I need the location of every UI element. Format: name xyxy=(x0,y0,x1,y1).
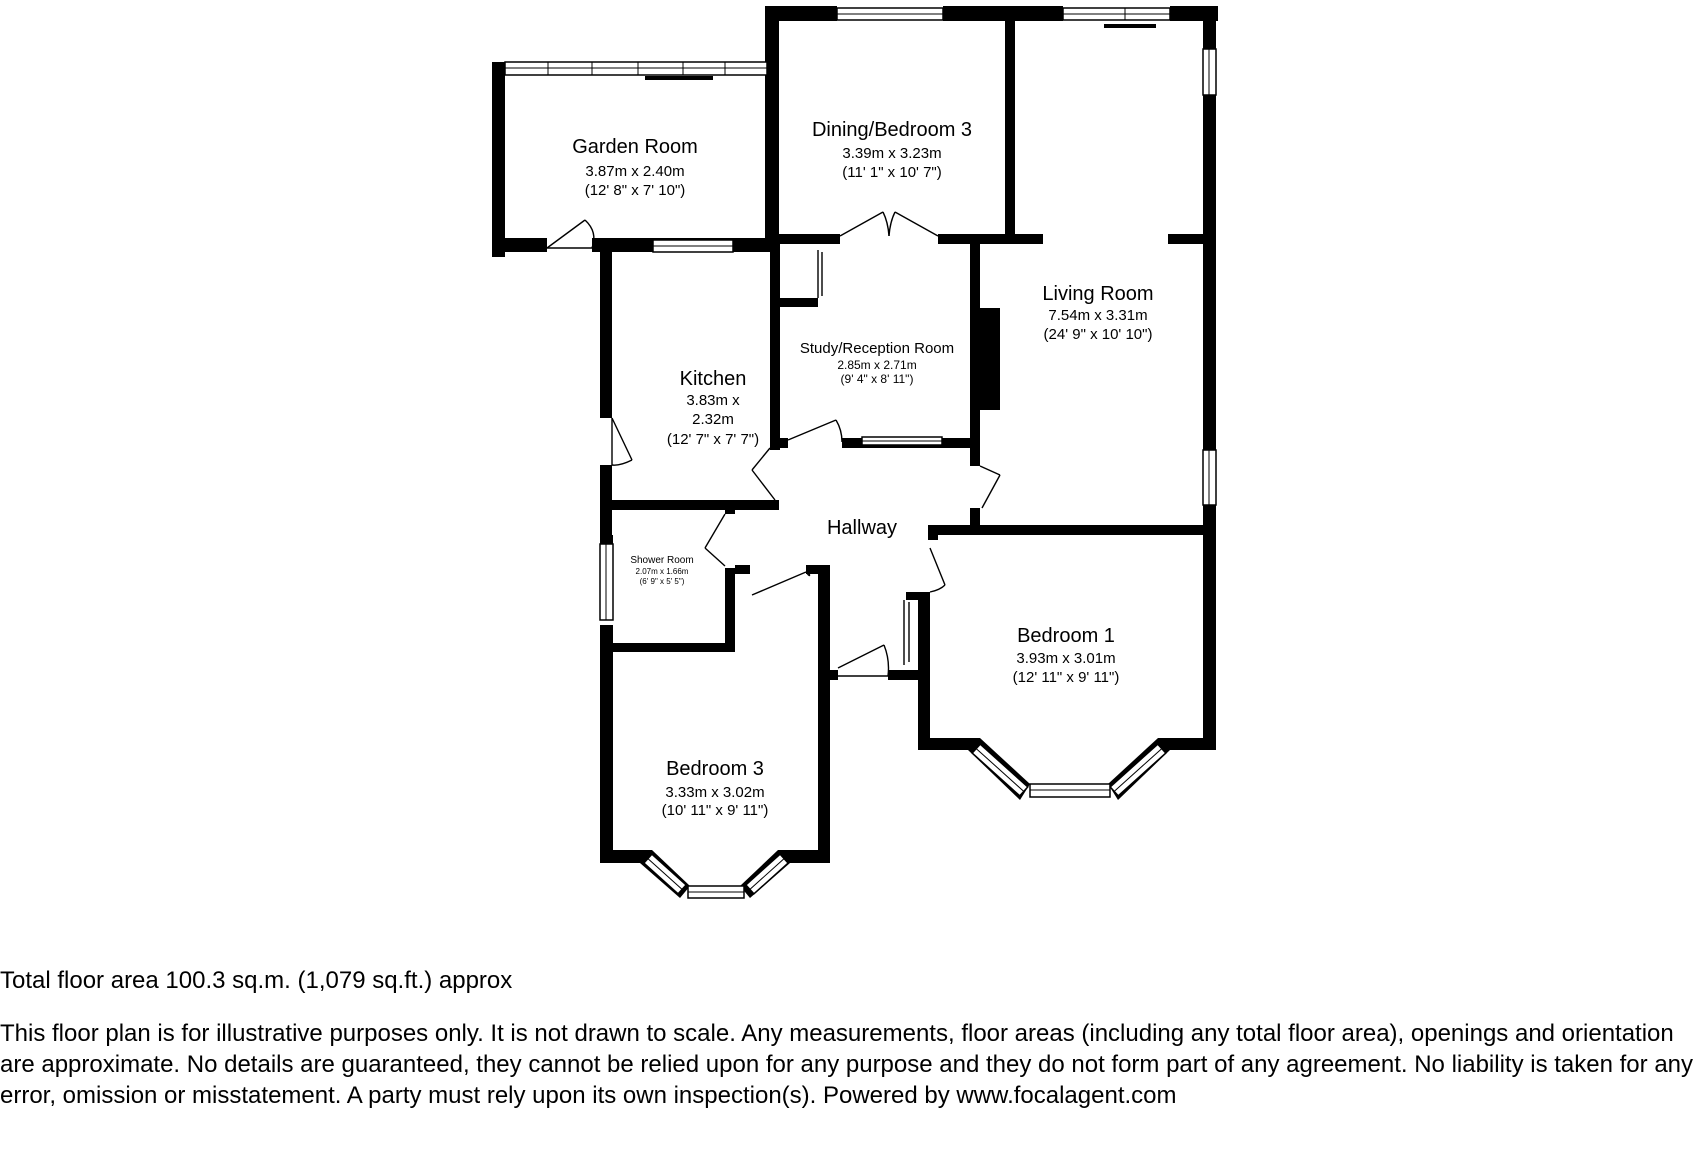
wall-dining-south-right xyxy=(938,234,1043,244)
window-living-north xyxy=(1063,8,1170,20)
room-imperial-bedroom3: (10' 11" x 9' 11") xyxy=(661,802,769,819)
wall-shower-south xyxy=(612,643,735,652)
room-name-bedroom1: Bedroom 1 xyxy=(1017,625,1115,647)
room-metric-bedroom3: 3.33m x 3.02m xyxy=(665,784,765,801)
wall-study-south-left xyxy=(770,438,788,448)
room-label-bedroom1 xyxy=(1013,625,1120,686)
door-study-hall xyxy=(788,420,842,442)
room-name-hallway: Hallway xyxy=(826,517,898,539)
window-living-east-top xyxy=(1203,49,1216,95)
wall-bed1-east xyxy=(1203,525,1216,750)
wall-study-cupboard xyxy=(780,298,818,307)
wall-living-east-top xyxy=(1203,6,1216,49)
room-imperial-shower-room: (6' 9" x 5' 5") xyxy=(639,577,685,586)
room-label-study xyxy=(800,340,954,386)
sliding-door-garden xyxy=(645,76,713,80)
wall-bed1-west-small xyxy=(906,592,924,600)
room-metric-dining-bedroom3: 3.39m x 3.23m xyxy=(842,145,942,162)
wall-living-east-mid xyxy=(1203,95,1216,450)
total-floor-area: Total floor area 100.3 sq.m. (1,079 sq.ft.) approx xyxy=(0,967,513,994)
wall-bed1-north-stub xyxy=(928,530,938,540)
window-shower-west xyxy=(600,544,613,620)
wall-living-stub xyxy=(1168,234,1216,244)
room-name-living-room: Living Room xyxy=(1042,283,1154,305)
door-front xyxy=(838,645,889,676)
room-name-bedroom3: Bedroom 3 xyxy=(666,758,764,780)
window-bed1-bay-right xyxy=(1110,744,1166,796)
wall-dining-east xyxy=(1005,20,1015,242)
disclaimer-text: This floor plan is for illustrative purposes only. It is not drawn to scale. Any measurements, floor areas (including any total floor area), openings and orientation are approximate. No details are guaranteed, they cannot be relied upon for any purpose and they do not form part of any agreement. No liability is taken for any error, omission or misstatement. A party must rely upon its own inspection(s). Powered by www.focalagent.com xyxy=(0,1020,1694,1109)
wall-dining-north-left xyxy=(765,6,837,21)
door-shower xyxy=(705,514,725,566)
window-study-south xyxy=(862,437,942,445)
wall-kitchen-stub xyxy=(725,506,735,514)
wall-dining-west xyxy=(765,6,779,244)
window-kitchen-north xyxy=(653,240,733,252)
room-name-dining-bedroom3: Dining/Bedroom 3 xyxy=(811,119,973,141)
room-imperial-bedroom1: (12' 11" x 9' 11") xyxy=(1012,669,1120,686)
window-bed3-bay-right xyxy=(746,854,788,894)
wall-bed3-north-stub xyxy=(735,565,750,574)
window-dining-north xyxy=(837,8,943,20)
wall-garden-west xyxy=(492,62,505,257)
door-garden xyxy=(547,220,594,248)
room-metric-study: 2.85m x 2.71m xyxy=(837,358,917,372)
window-living-east-low xyxy=(1203,450,1216,505)
wall-garden-south-left xyxy=(492,238,547,252)
room-imperial-study: (9' 4" x 8' 11") xyxy=(840,372,914,386)
room-label-garden-room xyxy=(572,136,698,199)
wall-bed3-north-right xyxy=(806,565,818,574)
wall-study-west xyxy=(770,244,780,450)
room-metric-living-room: 7.54m x 3.31m xyxy=(1048,307,1148,324)
wall-hall-east-stub xyxy=(970,508,980,528)
door-study-cupboard xyxy=(818,250,822,298)
room-metric-garden-room: 3.87m x 2.40m xyxy=(585,163,685,180)
sliding-door-living xyxy=(1104,24,1156,28)
room-label-bedroom3 xyxy=(662,758,769,819)
room-imperial-dining-bedroom3: (11' 1" x 10' 7") xyxy=(842,164,942,181)
door-bed1 xyxy=(930,548,945,592)
door-dining-double xyxy=(840,212,938,236)
window-bed3-bay-left xyxy=(644,854,686,894)
room-name-shower-room: Shower Room xyxy=(630,555,694,566)
chimney-breast xyxy=(980,308,1000,410)
room-name-kitchen: Kitchen xyxy=(679,368,747,390)
wall-dining-south-left xyxy=(765,234,840,244)
window-garden-north xyxy=(505,62,767,75)
window-bed1-bay-left xyxy=(972,744,1028,796)
room-imperial-kitchen: (12' 7" x 7' 7") xyxy=(666,431,760,448)
wall-west-bed3 xyxy=(600,625,613,863)
door-kitchen-west xyxy=(612,418,632,465)
room-imperial-garden-room: (12' 8" x 7' 10") xyxy=(584,182,686,199)
door-hall-cupboard xyxy=(904,600,909,665)
door-living-hall xyxy=(980,466,1000,508)
wall-bed1-west xyxy=(918,592,930,750)
room-metric-bedroom1: 3.93m x 3.01m xyxy=(1016,650,1116,667)
wall-study-east xyxy=(970,244,980,466)
room-imperial-living-room: (24' 9" x 10' 10") xyxy=(1043,326,1153,343)
room-name-garden-room: Garden Room xyxy=(572,136,698,158)
room-label-shower-room xyxy=(630,555,693,586)
door-bed3 xyxy=(752,570,810,595)
wall-dining-north-mid xyxy=(943,6,1063,21)
wall-kitchen-south xyxy=(612,500,779,510)
room-label-hallway xyxy=(827,517,897,539)
window-bed1-bay-front xyxy=(1030,784,1110,797)
room-metric-shower-room: 2.07m x 1.66m xyxy=(635,567,689,576)
wall-hall-south xyxy=(826,670,838,680)
window-bed3-bay-front xyxy=(688,886,744,898)
room-label-dining-bedroom3 xyxy=(812,119,972,181)
room-name-study: Study/Reception Room xyxy=(799,340,955,357)
wall-shower-east xyxy=(725,568,735,650)
door-kitchen-hall xyxy=(752,448,775,500)
wall-bed3-east xyxy=(818,565,830,863)
room-metric-kitchen-line2: 2.32m xyxy=(692,411,734,428)
room-label-living-room xyxy=(1042,283,1153,343)
room-metric-kitchen-line1: 3.83m x xyxy=(686,392,740,409)
wall-kitchen-west-top xyxy=(600,250,612,418)
wall-kitchen-west-bottom xyxy=(600,465,612,535)
room-label-kitchen xyxy=(667,368,759,448)
